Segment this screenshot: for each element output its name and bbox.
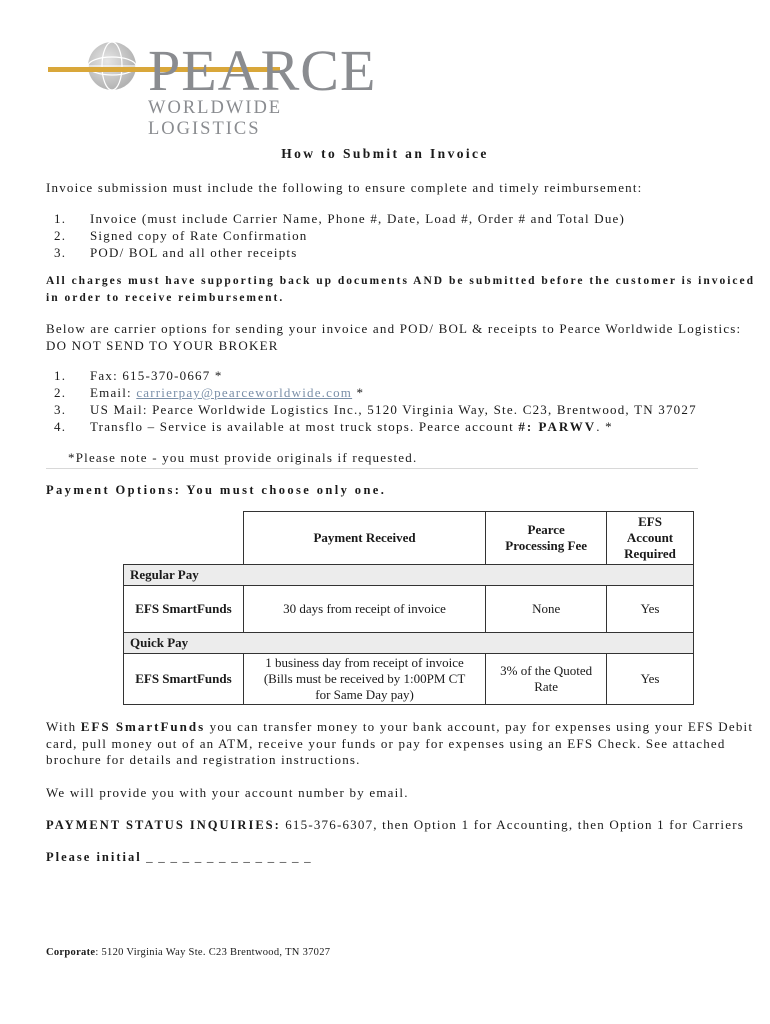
list-item: 3. US Mail: Pearce Worldwide Logistics Inc., 5120 Virginia Way, Ste. C23, Brentwood, TN 37027 xyxy=(54,402,697,417)
table-row: EFS SmartFunds 1 business day from receipt of invoice (Bills must be received by 1:00PM CT for Same Day pay) 3% of the Quoted Rate Yes xyxy=(124,654,694,705)
header-efs-required: EFS Account Required xyxy=(607,512,694,565)
header-payment-received: Payment Received xyxy=(243,512,485,565)
page-title: How to Submit an Invoice xyxy=(281,146,489,161)
transflo-option: Transflo – Service is available at most truck stops. Pearce account #: PARWV. * xyxy=(90,419,613,434)
regular-pay-section: Regular Pay xyxy=(124,565,694,586)
warning-text: All charges must have supporting back up documents AND be submitted before the customer is invoiced in order to receive reimbursement. xyxy=(46,275,756,304)
quick-pay-section: Quick Pay xyxy=(124,633,694,654)
list-item: 2. Signed copy of Rate Confirmation xyxy=(54,228,308,243)
table-header-row xyxy=(124,512,694,565)
requirements-list xyxy=(46,210,625,261)
company-logo xyxy=(44,38,377,139)
payment-options-heading: Payment Options: You must choose only one. xyxy=(46,483,387,497)
efs-description: With EFS SmartFunds you can transfer money to your bank account, pay for expenses using your EFS Debit card, pull money out of an ATM, receive your funds or pay for expenses using an EFS Check. See attached brochure for details and registration instructions. xyxy=(46,719,754,767)
account-email-note: We will provide you with your account number by email. xyxy=(46,785,409,800)
table-row: EFS SmartFunds 30 days from receipt of invoice None Yes xyxy=(124,586,694,633)
table-row xyxy=(124,565,694,586)
footer-address: Corporate: 5120 Virginia Way Ste. C23 Brentwood, TN 37027 xyxy=(46,947,331,958)
list-item: 1. Fax: 615-370-0667 * xyxy=(54,368,223,383)
table-row xyxy=(124,633,694,654)
originals-note: *Please note - you must provide originals if requested. xyxy=(68,450,418,465)
list-item: 1. Invoice (must include Carrier Name, Phone #, Date, Load #, Order # and Total Due) xyxy=(54,211,626,226)
payment-options-table xyxy=(123,511,694,705)
list-item: 3. POD/ BOL and all other receipts xyxy=(54,245,298,260)
list-item: 4. Transflo – Service is available at most truck stops. Pearce account #: PARWV. * xyxy=(54,419,613,434)
options-intro: Below are carrier options for sending your invoice and POD/ BOL & receipts to Pearce Worldwide Logistics: DO NOT SEND TO YOUR BROKER xyxy=(46,321,742,353)
header-processing-fee: Pearce Processing Fee xyxy=(486,512,607,565)
mail-option: US Mail: Pearce Worldwide Logistics Inc., 5120 Virginia Way, Ste. C23, Brentwood, TN 37027 xyxy=(90,402,697,417)
fax-option: Fax: 615-370-0667 * xyxy=(90,368,223,383)
email-link[interactable]: carrierpay@pearceworldwide.com xyxy=(136,385,353,400)
initial-field: Please initial _ _ _ _ _ _ _ _ _ _ _ _ _ _ xyxy=(46,849,312,864)
divider xyxy=(46,468,698,469)
logo-subtitle: WORLDWIDE LOGISTICS xyxy=(148,98,283,139)
submission-options-list xyxy=(46,367,697,435)
logo-wordmark: PEARCE xyxy=(148,38,377,103)
initial-blank[interactable]: _ _ _ _ _ _ _ _ _ _ _ _ _ _ xyxy=(141,849,312,864)
payment-status-line: PAYMENT STATUS INQUIRIES: 615-376-6307, then Option 1 for Accounting, then Option 1 for Carriers xyxy=(46,817,744,832)
list-item: 2. Email: carrierpay@pearceworldwide.com * xyxy=(54,385,365,400)
intro-text: Invoice submission must include the following to ensure complete and timely reimbursement: xyxy=(46,180,643,195)
email-option: Email: carrierpay@pearceworldwide.com * xyxy=(90,385,365,400)
